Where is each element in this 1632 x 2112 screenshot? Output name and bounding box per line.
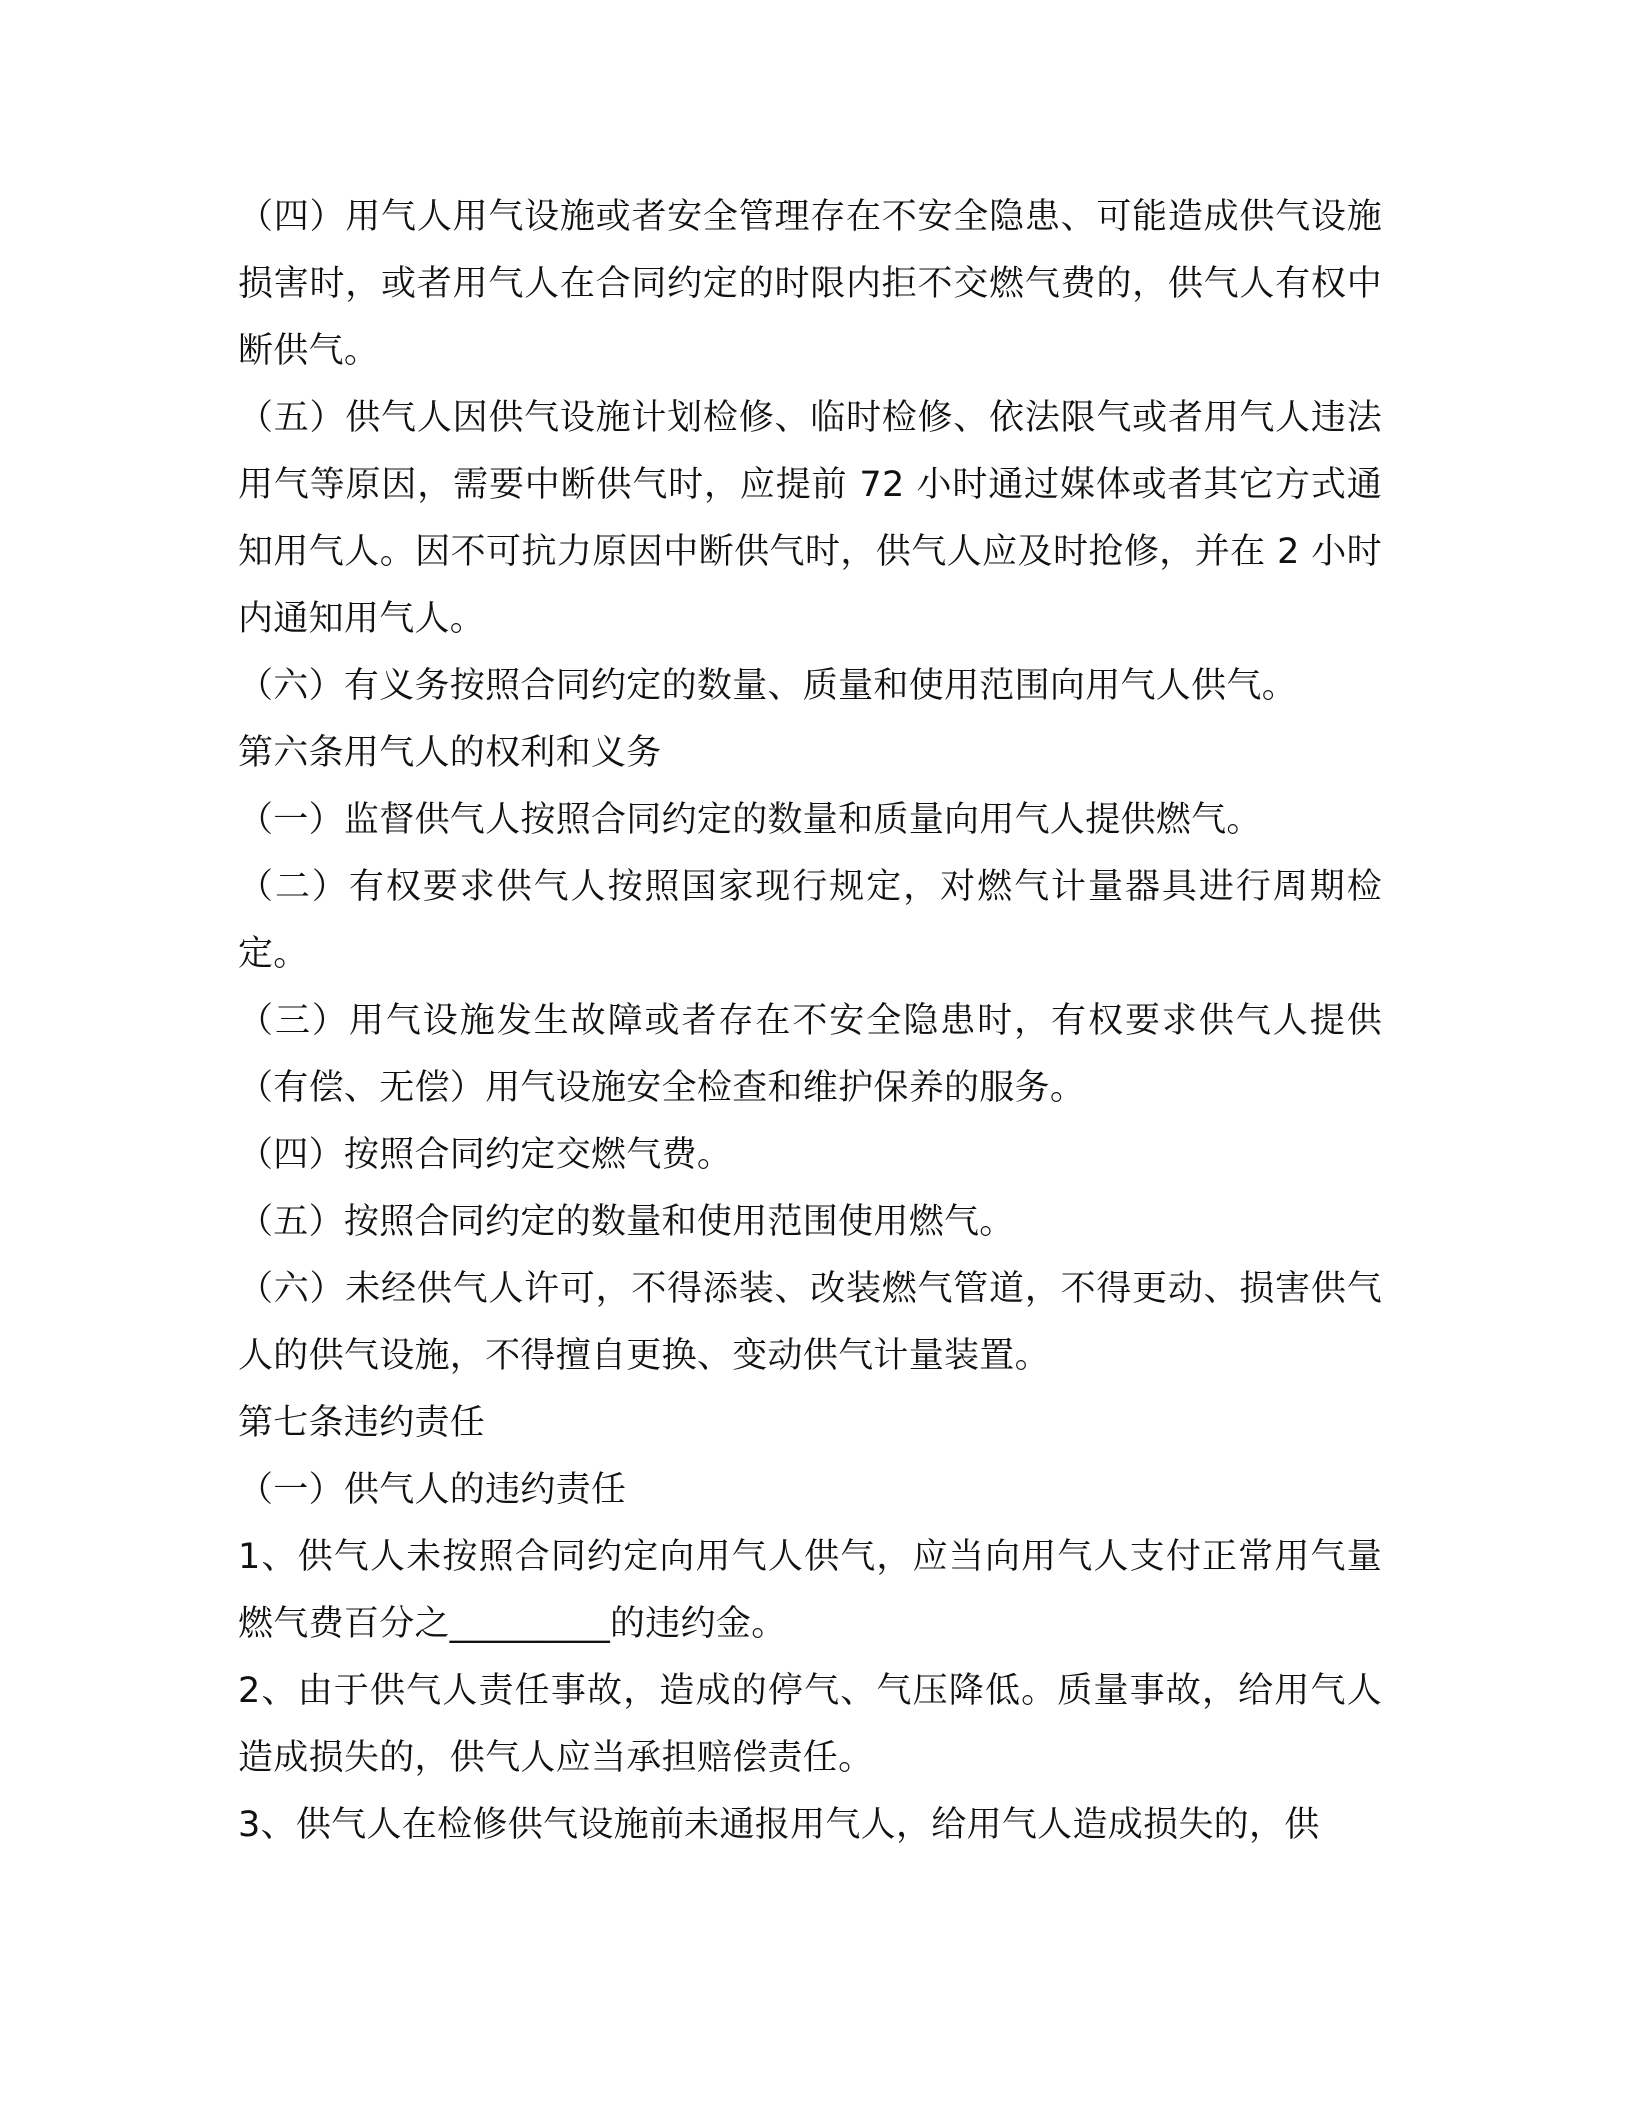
paragraph-4-safety-interruption: （四）用气人用气设施或者安全管理存在不安全隐患、可能造成供气设施损害时，或者用气人在合同约定的时限内拒不交燃气费的，供气人有权中断供气。	[238, 197, 1382, 371]
section-heading-article-6: 第六条用气人的权利和义务	[238, 733, 662, 773]
paragraph-article6-item-2: （二）有权要求供气人按照国家现行规定，对燃气计量器具进行周期检定。	[238, 867, 1382, 974]
paragraph-liability-1: 1、供气人未按照合同约定向用气人供气，应当向用气人支付正常用气量燃气费百分之_________的违约金。	[238, 1537, 1382, 1644]
subheading-supplier-liability: （一）供气人的违约责任	[238, 1470, 627, 1510]
document-body	[238, 184, 1382, 1859]
paragraph-article6-item-4: （四）按照合同约定交燃气费。	[238, 1135, 733, 1175]
paragraph-article6-item-5: （五）按照合同约定的数量和使用范围使用燃气。	[238, 1202, 1015, 1242]
paragraph-6-supply-obligation: （六）有义务按照合同约定的数量、质量和使用范围向用气人供气。	[238, 666, 1298, 706]
paragraph-article6-item-1: （一）监督供气人按照合同约定的数量和质量向用气人提供燃气。	[238, 800, 1262, 840]
section-heading-article-7: 第七条违约责任	[238, 1403, 486, 1443]
paragraph-liability-3: 3、供气人在检修供气设施前未通报用气人，给用气人造成损失的，供	[238, 1805, 1320, 1845]
paragraph-5-planned-interruption: （五）供气人因供气设施计划检修、临时检修、依法限气或者用气人违法用气等原因，需要中断供气时，应提前 72 小时通过媒体或者其它方式通知用气人。因不可抗力原因中断供气时，供气人应及时抢修，并在 2 小时内通知用气人。	[238, 398, 1382, 639]
paragraph-liability-2: 2、由于供气人责任事故，造成的停气、气压降低。质量事故，给用气人造成损失的，供气人应当承担赔偿责任。	[238, 1671, 1382, 1778]
paragraph-article6-item-3: （三）用气设施发生故障或者存在不安全隐患时，有权要求供气人提供（有偿、无偿）用气设施安全检查和维护保养的服务。	[238, 1001, 1382, 1108]
paragraph-article6-item-6: （六）未经供气人许可，不得添装、改装燃气管道，不得更动、损害供气人的供气设施，不得擅自更换、变动供气计量装置。	[238, 1269, 1382, 1376]
